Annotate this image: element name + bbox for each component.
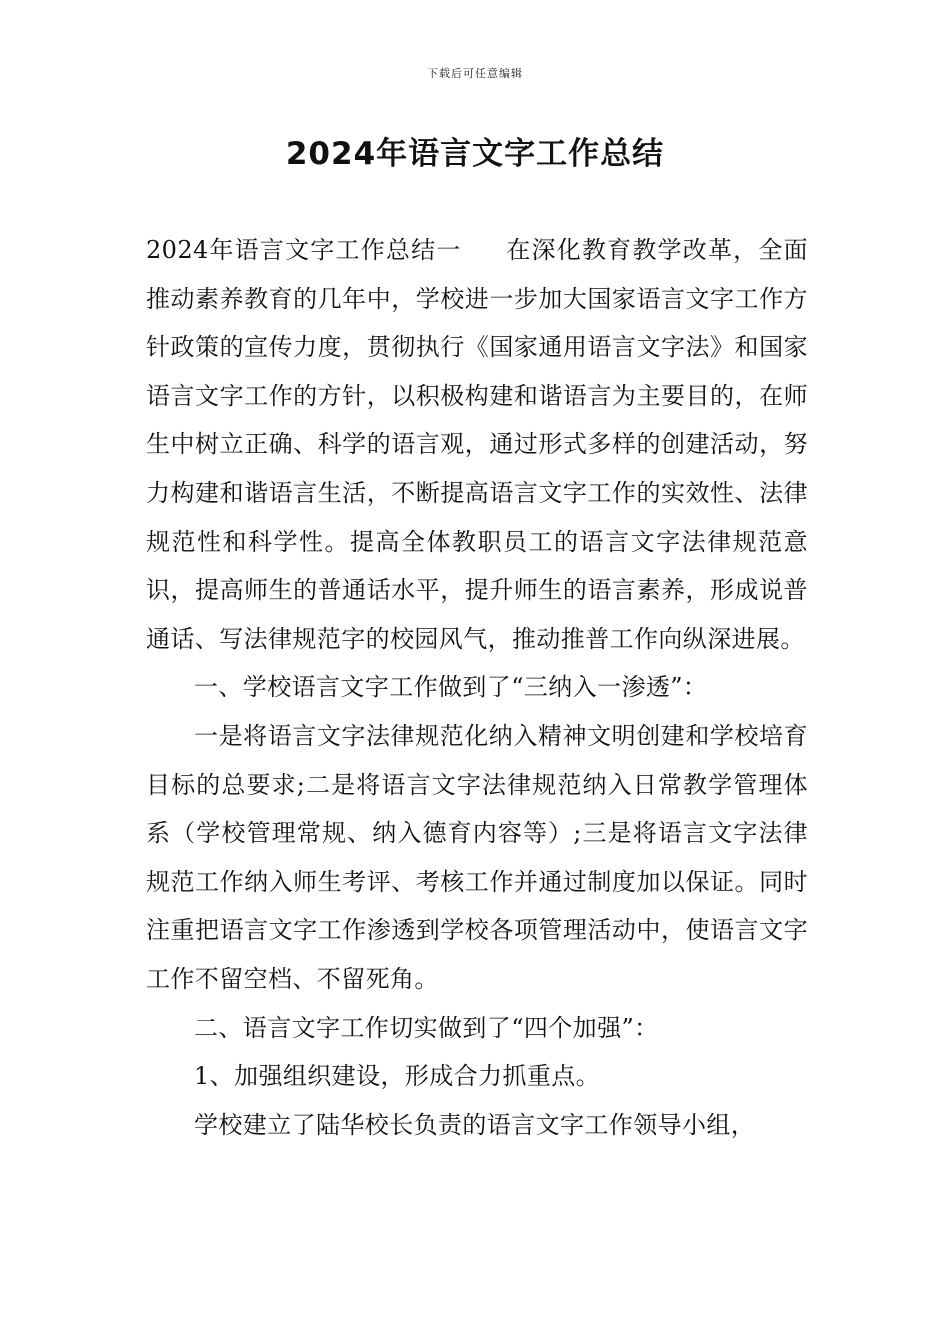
section-heading-two: 二、语言文字工作切实做到了“四个加强”： [194, 1013, 659, 1042]
document-body [146, 226, 808, 1149]
section-heading-one: 一、学校语言文字工作做到了“三纳入一渗透”： [194, 673, 708, 702]
header-note: 下载后可任意编辑 [427, 67, 523, 80]
document-title: 2024年语言文字工作总结 [285, 136, 665, 172]
paragraph-intro [146, 226, 808, 663]
subheading-organization: 1、加强组织建设，形成合力抓重点。 [194, 1062, 601, 1091]
intro-label: 2024年语言文字工作总结一 [146, 236, 462, 264]
paragraph-three-inclusions: 一是将语言文字法律规范化纳入精神文明创建和学校培育目标的总要求;二是将语言文字法律规范纳入日常教学管理体系（学校管理常规、纳入德育内容等）;三是将语言文字法律规范工作纳入师生考评、考核工作并通过制度加以保证。同时注重把语言文字工作渗透到学校各项管理活动中，使语言文字工作不留空档、不留死角。 [146, 721, 808, 993]
paragraph-text: 在深化教育教学改革，全面推动素养教育的几年中，学校进一步加大国家语言文字工作方针政策的宣传力度，贯彻执行《国家通用语言文字法》和国家语言文字工作的方针，以积极构建和谐语言为主要目的，在师生中树立正确、科学的语言观，通过形式多样的创建活动，努力构建和谐语言生活，不断提高语言文字工作的实效性、法律规范性和科学性。提高全体教职员工的语言文字法律规范意识，提高师生的普通话水平，提升师生的语言素养，形成说普通话、写法律规范字的校园风气，推动推普工作向纵深进展。 [146, 236, 808, 653]
paragraph-leadership: 学校建立了陆华校长负责的语言文字工作领导小组， [194, 1110, 756, 1139]
